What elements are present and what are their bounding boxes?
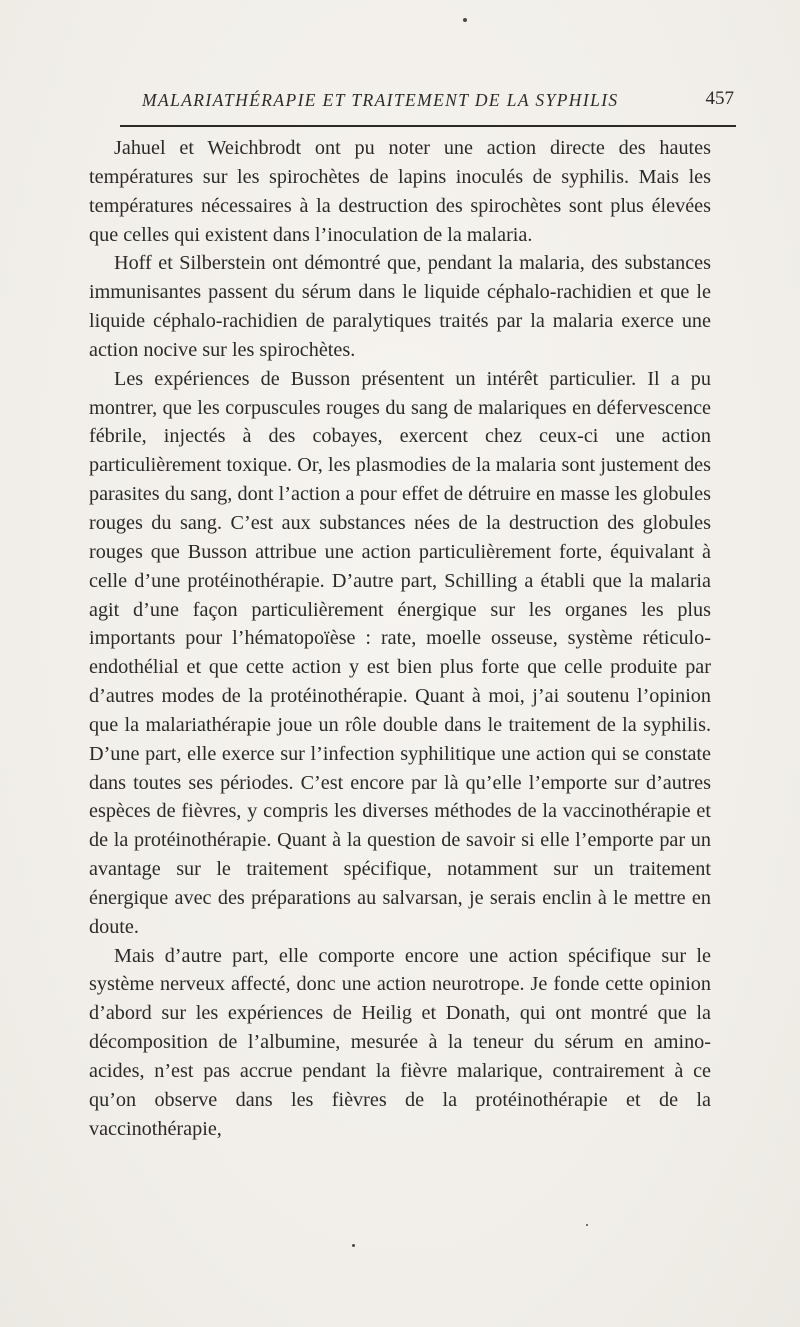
page-number: 457 <box>705 88 734 109</box>
ink-speck-bottom-right <box>586 1224 588 1226</box>
ink-speck-bottom <box>352 1244 355 1247</box>
paragraph-4: Mais d’autre part, elle comporte encore une action spécifique sur le système nerveux affecté, donc une action neurotrope. Je fonde cette opinion d’abord sur les expériences de Heilig et Donath, qui ont montré que la décomposition de l’albumine, mesurée à la teneur du sérum en amino-acides, n’est pas accrue pendant la fièvre malarique, contrairement à ce qu’on observe dans les fièvres de la protéinothérapie et de la vaccinothérapie, <box>89 944 711 1140</box>
running-title: MALARIATHÉRAPIE ET TRAITEMENT DE LA SYPHILIS <box>142 90 619 110</box>
paragraph-1: Jahuel et Weichbrodt ont pu noter une action directe des hautes températures sur les spirochètes de lapins inoculés de syphilis. Mais les températures nécessaires à la destruction des spirochètes sont plus élevées que celles qui existent dans l’inoculation de la malaria. <box>89 137 711 246</box>
header-rule <box>120 125 736 127</box>
paragraph-3: Les expériences de Busson présentent un intérêt particulier. Il a pu montrer, que les corpuscules rouges du sang de malariques en défervescence fébrile, injectés à des cobayes, exercent chez ceux-ci une action particulièrement toxique. Or, les plasmodies de la malaria sont justement des parasites du sang, dont l’action a pour effet de détruire en masse les globules rouges du sang. C’est aux substances nées de la destruction des globules rouges que Busson attribue une action particulièrement forte, équivalant à celle d’une protéinothérapie. D’autre part, Schilling a établi que la malaria agit d’une façon particulièrement énergique sur les organes les plus importants pour l’hématopoïèse : rate, moelle osseuse, système réticulo-endothélial et que cette action y est bien plus forte que celle produite par d’autres modes de la protéinothérapie. Quant à moi, j’ai soutenu l’opinion que la malariathérapie joue un rôle double dans le traitement de la syphilis. D’une part, elle exerce sur l’infection syphilitique une action qui se constate dans toutes ses périodes. C’est encore par là qu’elle l’emporte sur d’autres espèces de fièvres, y compris les diverses méthodes de la vaccinothérapie et de la protéinothérapie. Quant à la question de savoir si elle l’emporte par un avantage sur le traitement spécifique, notamment sur un traitement énergique avec des préparations au salvarsan, je serais enclin à le mettre en doute. <box>89 367 711 938</box>
running-header <box>120 88 738 116</box>
body-text <box>89 134 711 1144</box>
paragraph-2: Hoff et Silberstein ont démontré que, pendant la malaria, des substances immunisantes passent du sérum dans le liquide céphalo-rachidien et que le liquide céphalo-rachidien de paralytiques traités par la malaria exerce une action nocive sur les spirochètes. <box>89 252 711 361</box>
ink-speck-top <box>463 18 467 22</box>
